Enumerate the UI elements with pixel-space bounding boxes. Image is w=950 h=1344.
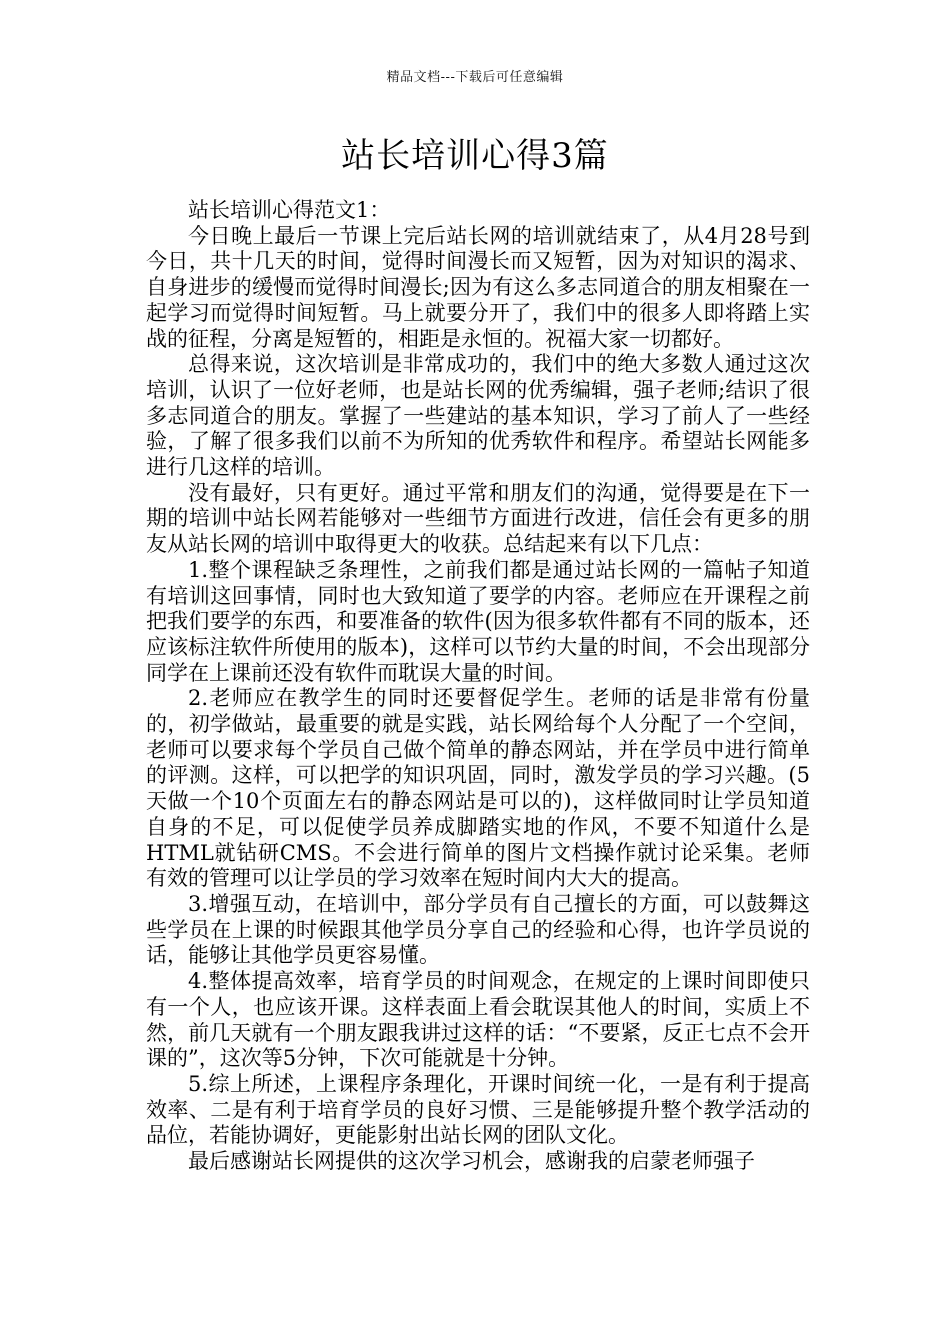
list-item: 2.老师应在教学生的同时还要督促学生。老师的话是非常有份量的，初学做站，最重要的就是实践，站长网给每个人分配了一个空间，老师可以要求每个学员自己做个简单的静态网站，并在学员中进行简单的评测。这样，可以把学的知识巩固，同时，激发学员的学习兴趣。(5天做一个10个页面左右的静态网站是可以的)，这样做同时让学员知道自身的不足，可以促使学员养成脚踏实地的作风，不要不知道什么是HTML就钻研CMS。不会进行简单的图片文档操作就讨论采集。老师有效的管理可以让学员的学习效率在短时间内大大的提高。 bbox=[146, 686, 810, 891]
paragraph: 没有最好，只有更好。通过平常和朋友们的沟通，觉得要是在下一期的培训中站长网若能够对一些细节方面进行改进，信任会有更多的朋友从站长网的培训中取得更大的收获。总结起来有以下几点： bbox=[146, 480, 810, 557]
header-note: 精品文档---下载后可任意编辑 bbox=[386, 70, 564, 85]
document-title: 站长培训心得3篇 bbox=[341, 136, 609, 176]
paragraph: 最后感谢站长网提供的这次学习机会，感谢我的启蒙老师强子 bbox=[188, 1149, 755, 1174]
list-item: 1.整个课程缺乏条理性，之前我们都是通过站长网的一篇帖子知道有培训这回事情，同时也大致知道了要学的内容。老师应在开课程之前把我们要学的东西，和要准备的软件(因为很多软件都有不同的版本，还应该标注软件所使用的版本)，这样可以节约大量的时间，不会出现部分同学在上课前还没有软件而耽误大量的时间。 bbox=[146, 557, 810, 685]
paragraph: 今日晚上最后一节课上完后站长网的培训就结束了，从4月28号到今日，共十几天的时间，觉得时间漫长而又短暂，因为对知识的渴求、自身进步的缓慢而觉得时间漫长;因为有这么多志同道合的朋友相聚在一起学习而觉得时间短暂。马上就要分开了，我们中的很多人即将踏上实战的征程，分离是短暂的，相距是永恒的。祝福大家一切都好。 bbox=[146, 223, 810, 351]
list-item: 3.增强互动，在培训中，部分学员有自己擅长的方面，可以鼓舞这些学员在上课的时候跟其他学员分享自己的经验和心得，也许学员说的话，能够让其他学员更容易懂。 bbox=[146, 891, 810, 968]
paragraph: 总得来说，这次培训是非常成功的，我们中的绝大多数人通过这次培训，认识了一位好老师，也是站长网的优秀编辑，强子老师;结识了很多志同道合的朋友。掌握了一些建站的基本知识，学习了前人了一些经验，了解了很多我们以前不为所知的优秀软件和程序。希望站长网能多进行几这样的培训。 bbox=[146, 352, 810, 480]
list-item: 5.综上所述，上课程序条理化，开课时间统一化，一是有利于提高效率、二是有利于培育学员的良好习惯、三是能够提升整个教学活动的品位，若能协调好，更能影射出站长网的团队文化。 bbox=[146, 1071, 810, 1148]
document-body bbox=[146, 198, 810, 1175]
list-item: 4.整体提高效率，培育学员的时间观念，在规定的上课时间即使只有一个人，也应该开课。这样表面上看会耽误其他人的时间，实质上不然，前几天就有一个朋友跟我讲过这样的话：“不要紧，反正七点不会开课的”，这次等5分钟，下次可能就是十分钟。 bbox=[146, 969, 810, 1071]
paragraph-heading: 站长培训心得范文1： bbox=[188, 198, 391, 222]
